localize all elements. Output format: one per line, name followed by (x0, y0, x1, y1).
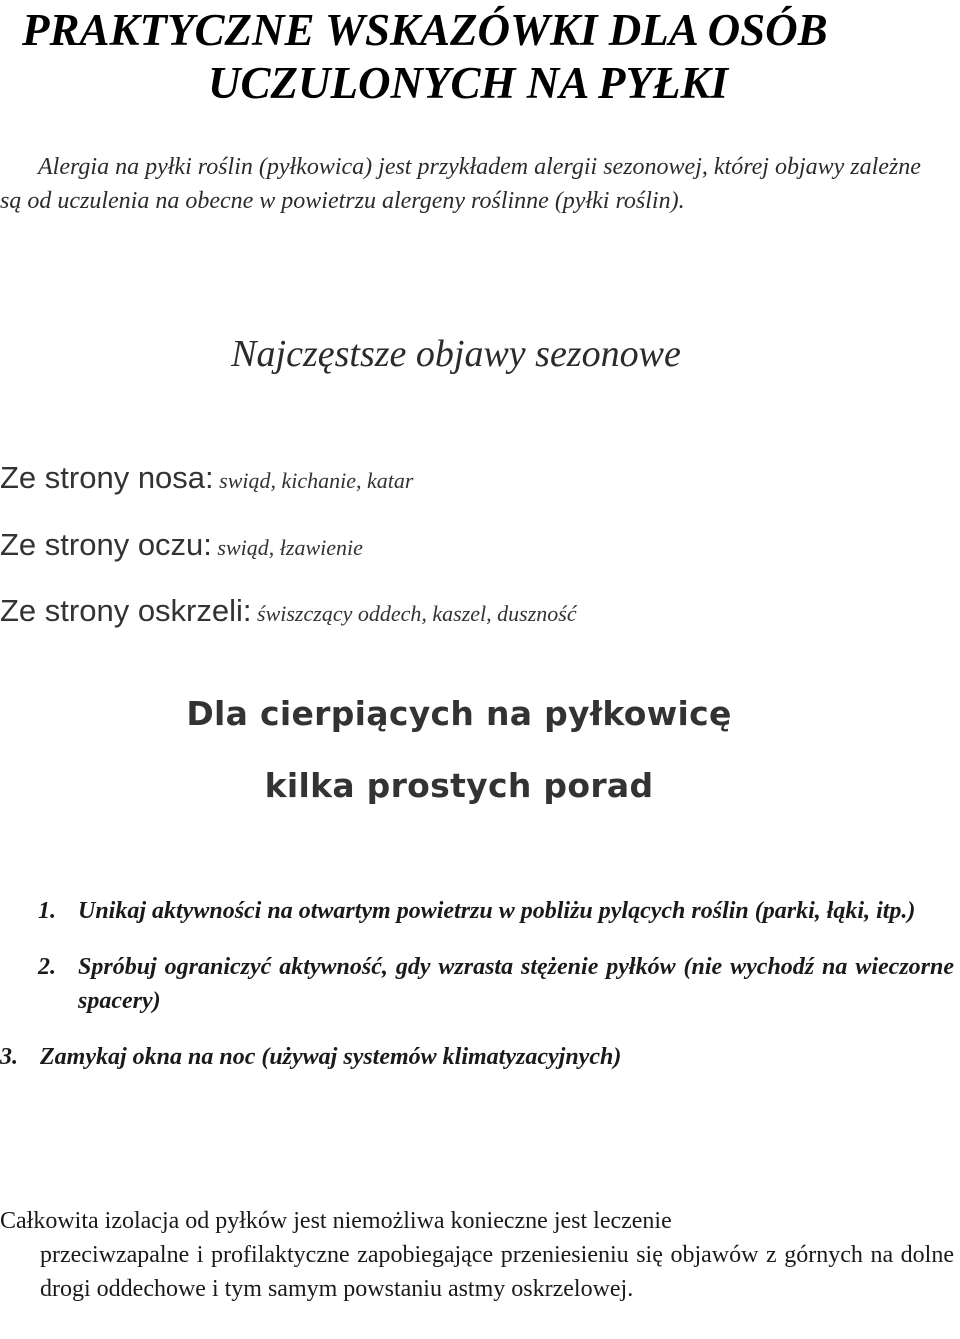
symptom-area-label: Ze strony oczu: (0, 527, 212, 562)
page-title-line-2: UCZULONYCH NA PYŁKI (208, 58, 729, 108)
tip-text: Unikaj aktywności na otwartym powietrzu w pobliżu pylących roślin (parki, łąki, itp.) (78, 898, 916, 924)
closing-rest: przeciwzapalne i profilaktyczne zapobiegające przeniesieniu się objawów z górnych na dolne drogi oddechowe i tym samym powstaniu astmy oskrzelowej. (40, 1242, 954, 1302)
symptom-area-label: Ze strony nosa: (0, 460, 214, 495)
symptom-list: swiąd, łzawienie (211, 535, 363, 560)
advice-heading-line-1: Dla cierpiących na pyłkowicę (186, 694, 732, 733)
tip-number: 2. (38, 954, 56, 980)
closing-line-1: Całkowita izolacja od pyłków jest niemożliwa konieczne jest leczenie (0, 1208, 672, 1234)
advice-heading-line-2: kilka prostych porad (264, 766, 654, 805)
tips-list (0, 894, 954, 1074)
tip-number: 3. (0, 1044, 18, 1070)
tip-text: Zamykaj okna na noc (używaj systemów klimatyzacyjnych) (40, 1044, 622, 1070)
tip-text: Spróbuj ograniczyć aktywność, gdy wzrasta stężenie pyłków (nie wychodź na wieczorne spacery) (78, 954, 954, 1014)
list-item (0, 950, 954, 1018)
list-item (0, 1040, 954, 1074)
symptom-nose (0, 460, 950, 496)
tip-number: 1. (38, 898, 56, 924)
symptom-bronchi (0, 593, 950, 629)
intro-paragraph: Alergia na pyłki roślin (pyłkowica) jest przykładem alergii sezonowej, której objawy zależne są od uczulenia na obecne w powietrzu alergeny roślinne (pyłki roślin). (0, 154, 921, 214)
symptoms-heading: Najczęstsze objawy sezonowe (231, 333, 681, 375)
symptom-list: świszczący oddech, kaszel, duszność (251, 601, 577, 626)
symptom-area-label: Ze strony oskrzeli: (0, 593, 252, 628)
page-title-line-1: PRAKTYCZNE WSKAZÓWKI DLA OSÓB (22, 5, 828, 55)
symptom-eyes (0, 527, 950, 563)
closing-paragraph (0, 1204, 954, 1306)
symptom-list: swiąd, kichanie, katar (213, 468, 414, 493)
list-item (0, 894, 954, 928)
page-title (22, 4, 952, 110)
